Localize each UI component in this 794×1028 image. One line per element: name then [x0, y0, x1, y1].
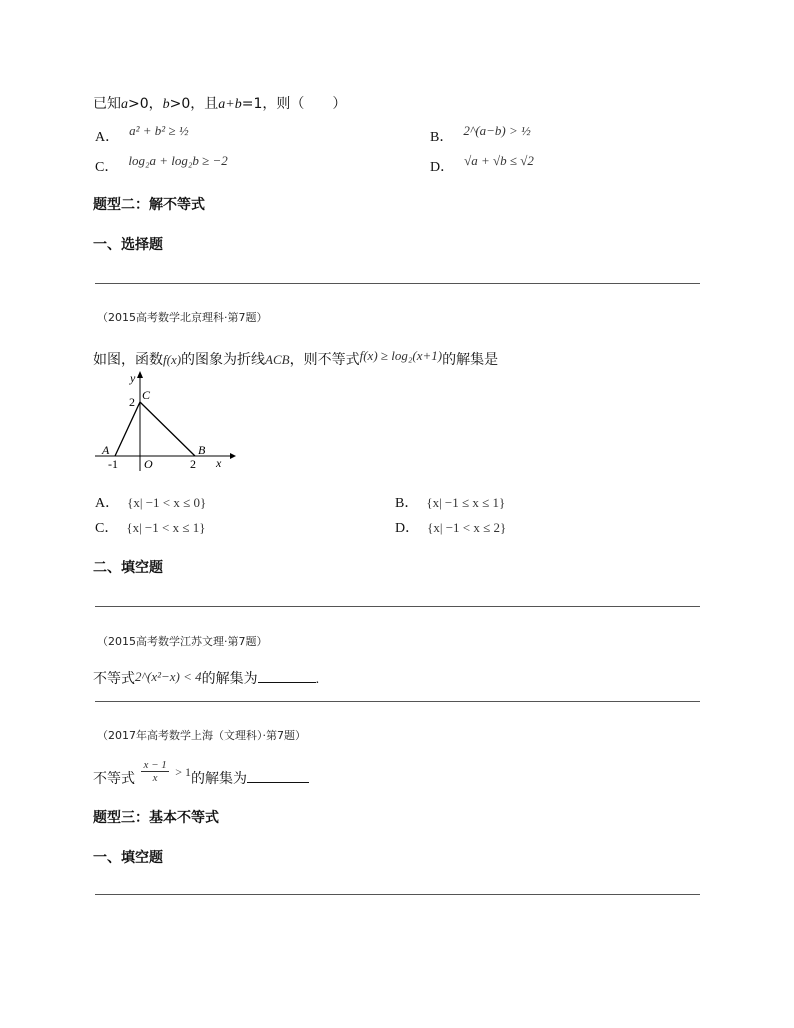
- point-b-label: B: [198, 443, 206, 457]
- q1-option-a[interactable]: [95, 123, 189, 146]
- option-expr: √a + √b ≤ √2: [464, 153, 534, 168]
- option-label: A．: [95, 496, 120, 511]
- section-title: 二、填空题: [93, 560, 163, 576]
- q2-option-a[interactable]: [95, 492, 206, 512]
- point-c-label: C: [142, 388, 151, 402]
- section-title: 题型二：解不等式: [93, 197, 205, 213]
- q3-stem: 不等式2^(x²−x) < 4的解集为 .: [93, 669, 320, 687]
- option-label: D．: [395, 521, 420, 536]
- function-graph: [90, 366, 240, 476]
- divider: [95, 894, 700, 895]
- option-label: B．: [430, 130, 454, 145]
- option-label: C．: [95, 521, 119, 536]
- polyline-acb: [115, 402, 195, 456]
- y-axis-arrow-icon: [137, 371, 143, 378]
- q3-source: （2015高考数学江苏文理·第7题）: [97, 635, 268, 648]
- fraction: $\frac{x - 1}{x}$: [143, 759, 167, 784]
- q2-source: （2015高考数学北京理科·第7题）: [97, 311, 268, 324]
- q1-stem: 已知a>0，b>0，且a+b=1，则（ ）: [93, 96, 347, 112]
- option-label: D．: [430, 160, 455, 175]
- tick-x-pos: 2: [190, 457, 196, 471]
- divider: [95, 606, 700, 607]
- option-label: A．: [95, 130, 120, 145]
- origin-label: O: [144, 457, 153, 471]
- q1-option-c[interactable]: [95, 153, 228, 176]
- option-expr: log₂a + log₂b ≥ −2: [128, 153, 228, 168]
- q2-stem: 如图，函数f(x)的图象为折线ACB，则不等式f(x) ≥ log₂(x+1)的解集是: [93, 348, 499, 368]
- section-subtitle: 一、选择题: [93, 237, 163, 253]
- q1-option-b[interactable]: [430, 123, 531, 146]
- tick-y: 2: [129, 395, 135, 409]
- section-subtitle: 一、填空题: [93, 850, 163, 866]
- divider: [95, 283, 700, 284]
- option-label: B．: [395, 496, 419, 511]
- q4-stem: 不等式 $\frac{x - 1}{x}$ > 1的解集为: [93, 760, 309, 790]
- point-a-label: A: [102, 443, 110, 457]
- option-expr: 2^(a−b) > ½: [463, 123, 531, 138]
- q4-source: （2017年高考数学上海（文理科）·第7题）: [97, 729, 306, 742]
- tick-x-neg: -1: [108, 457, 118, 471]
- x-axis-arrow-icon: [230, 453, 236, 459]
- q1-option-d[interactable]: [430, 153, 534, 176]
- q2-option-c[interactable]: [95, 517, 205, 537]
- option-expr: {x| −1 < x ≤ 1}: [126, 520, 206, 535]
- section-title: 题型三：基本不等式: [93, 810, 219, 826]
- answer-blank[interactable]: [247, 770, 309, 783]
- q2-option-b[interactable]: [395, 492, 505, 512]
- x-axis-label: x: [216, 456, 222, 470]
- q2-option-d[interactable]: [395, 517, 506, 537]
- option-label: C．: [95, 160, 119, 175]
- option-expr: {x| −1 < x ≤ 0}: [127, 495, 207, 510]
- answer-blank[interactable]: [258, 670, 316, 683]
- option-expr: a² + b² ≥ ½: [129, 123, 189, 138]
- option-expr: {x| −1 ≤ x ≤ 1}: [426, 495, 506, 510]
- divider: [95, 701, 700, 702]
- y-axis-label: y: [130, 371, 136, 385]
- option-expr: {x| −1 < x ≤ 2}: [427, 520, 507, 535]
